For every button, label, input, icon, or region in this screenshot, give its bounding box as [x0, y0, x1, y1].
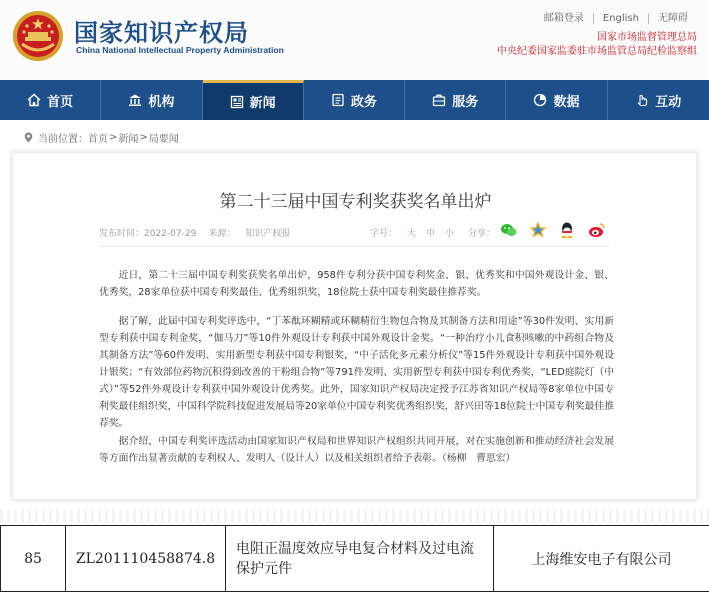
article-paragraph-2: 据了解，此届中国专利奖评选中，“丁苯酞环糊精或环糊精衍生物包合物及其制备方法和用途”等30件发明、实用新型专利获中国专利金奖，“伽马刀”等10件外观设计专利获中国外观设计金奖。“一种治疗小儿食积咳嗽的中药组合物及其制备方法”等60件发明、实用新型专利获中国专利银奖，“中子活化多元素分析仪”等15件外观设计专利获中国外观设计银奖；“有效部位药物沉积得到改善的干粉组合物”等791件发明、实用新型专利获中国专利优秀奖，“LED庭院灯（中式）”等52件外观设计专利获中国外观设计优秀奖。此外，国家知识产权局决定授予江苏省知识产权局等8家单位中国专利奖最佳组织奖，中国科学院科技促进发展局等20家单位中国专利奖优秀组织奖，舒兴田等18位院士中国专利奖最佳推荐奖。 — [99, 316, 614, 429]
site-logo-subtitle: China National Intellectual Property Administration — [76, 45, 284, 55]
publish-date: 发布时间：2022-07-29 — [99, 229, 197, 239]
top-links — [535, 13, 697, 24]
english-link[interactable]: English — [593, 13, 648, 24]
article-title: 第二十三届中国专利奖获奖名单出炉 — [219, 192, 492, 212]
patent-number: ZL201110458874.8 — [66, 526, 226, 591]
nav-label: 互动 — [655, 94, 682, 110]
article-meta — [99, 226, 290, 239]
agency-link-samr[interactable]: 国家市场监督管理总局 — [597, 32, 697, 43]
site-header — [0, 0, 709, 80]
service-icon — [432, 93, 446, 107]
award-list-table — [0, 510, 709, 596]
location-pin-icon — [24, 132, 33, 143]
nav-item-news[interactable] — [203, 80, 304, 120]
qzone-icon[interactable] — [528, 220, 548, 240]
site-logo-title[interactable]: 国家知识产权局 — [74, 19, 249, 47]
nav-item-data[interactable] — [506, 80, 607, 120]
home-icon — [27, 93, 41, 107]
source — [208, 226, 290, 239]
source-value: 知识产权报 — [245, 229, 291, 239]
nav-label: 机构 — [148, 94, 175, 110]
national-emblem-icon[interactable] — [12, 10, 64, 62]
active-nav-pointer — [259, 113, 271, 119]
table-previous-row-remnant — [0, 510, 709, 522]
share-label: 分享： — [468, 229, 496, 239]
row-index: 85 — [0, 526, 66, 591]
font-size-medium[interactable]: 中 — [426, 229, 436, 239]
font-size-switcher — [370, 226, 454, 239]
agency-link-discipline[interactable]: 中央纪委国家监委驻市场监管总局纪检监察组 — [497, 46, 697, 57]
weibo-icon[interactable] — [587, 220, 607, 240]
nav-label: 首页 — [47, 94, 74, 110]
table-row — [0, 525, 709, 592]
article-paragraph-3: 据介绍，中国专利奖评选活动由国家知识产权局和世界知识产权组织共同开展，对在实施创新和推动经济社会发展等方面作出显著贡献的专利权人、发明人（设计人）以及相关组织者给予表彰。（杨柳 曹思宏） — [99, 436, 614, 464]
breadcrumb-separator: > — [109, 132, 118, 143]
nav-item-institution[interactable] — [101, 80, 202, 120]
nav-label: 新闻 — [249, 96, 276, 111]
source-label: 来源： — [208, 229, 236, 239]
main-nav — [0, 80, 709, 120]
accessibility-link[interactable]: 无障碍 — [648, 13, 697, 24]
font-size-large[interactable]: 大 — [407, 229, 417, 239]
interaction-icon — [635, 93, 649, 107]
patent-title: 电阻正温度效应导电复合材料及过电流保护元件 — [226, 526, 494, 591]
nav-item-interaction[interactable] — [608, 80, 709, 120]
nav-item-service[interactable] — [405, 80, 506, 120]
breadcrumb-item-home[interactable]: 首页 — [88, 134, 108, 145]
news-icon — [230, 95, 244, 109]
breadcrumb-item-bureau-news[interactable]: 局要闻 — [148, 134, 179, 145]
data-icon — [533, 93, 547, 107]
meta-divider — [99, 246, 609, 247]
nav-item-home[interactable] — [0, 80, 101, 120]
nav-label: 政务 — [350, 94, 377, 110]
institution-icon — [128, 93, 142, 107]
government-icon — [331, 93, 345, 107]
qq-icon[interactable] — [557, 220, 577, 240]
mail-login-link[interactable]: 邮箱登录 — [543, 13, 584, 24]
breadcrumb-label: 当前位置： — [38, 134, 88, 145]
article-paragraph-1: 近日，第二十三届中国专利奖获奖名单出炉，958件专利分获中国专利奖金、银、优秀奖和中国外观设计金、银、优秀奖，28家单位获中国专利奖最佳、优秀组织奖，18位院士获中国专利奖最佳推荐奖。 — [99, 270, 614, 298]
article-card — [12, 152, 697, 500]
font-size-small[interactable]: 小 — [445, 229, 455, 239]
font-size-label: 字号： — [370, 229, 398, 239]
nav-item-government[interactable] — [304, 80, 405, 120]
wechat-icon[interactable] — [499, 220, 519, 240]
nav-label: 服务 — [452, 94, 479, 110]
breadcrumb-item-news[interactable]: 新闻 — [118, 134, 139, 145]
breadcrumb — [24, 130, 179, 145]
patent-holder: 上海维安电子有限公司 — [531, 551, 672, 568]
nav-label: 数据 — [553, 94, 580, 110]
breadcrumb-separator: > — [139, 132, 148, 143]
